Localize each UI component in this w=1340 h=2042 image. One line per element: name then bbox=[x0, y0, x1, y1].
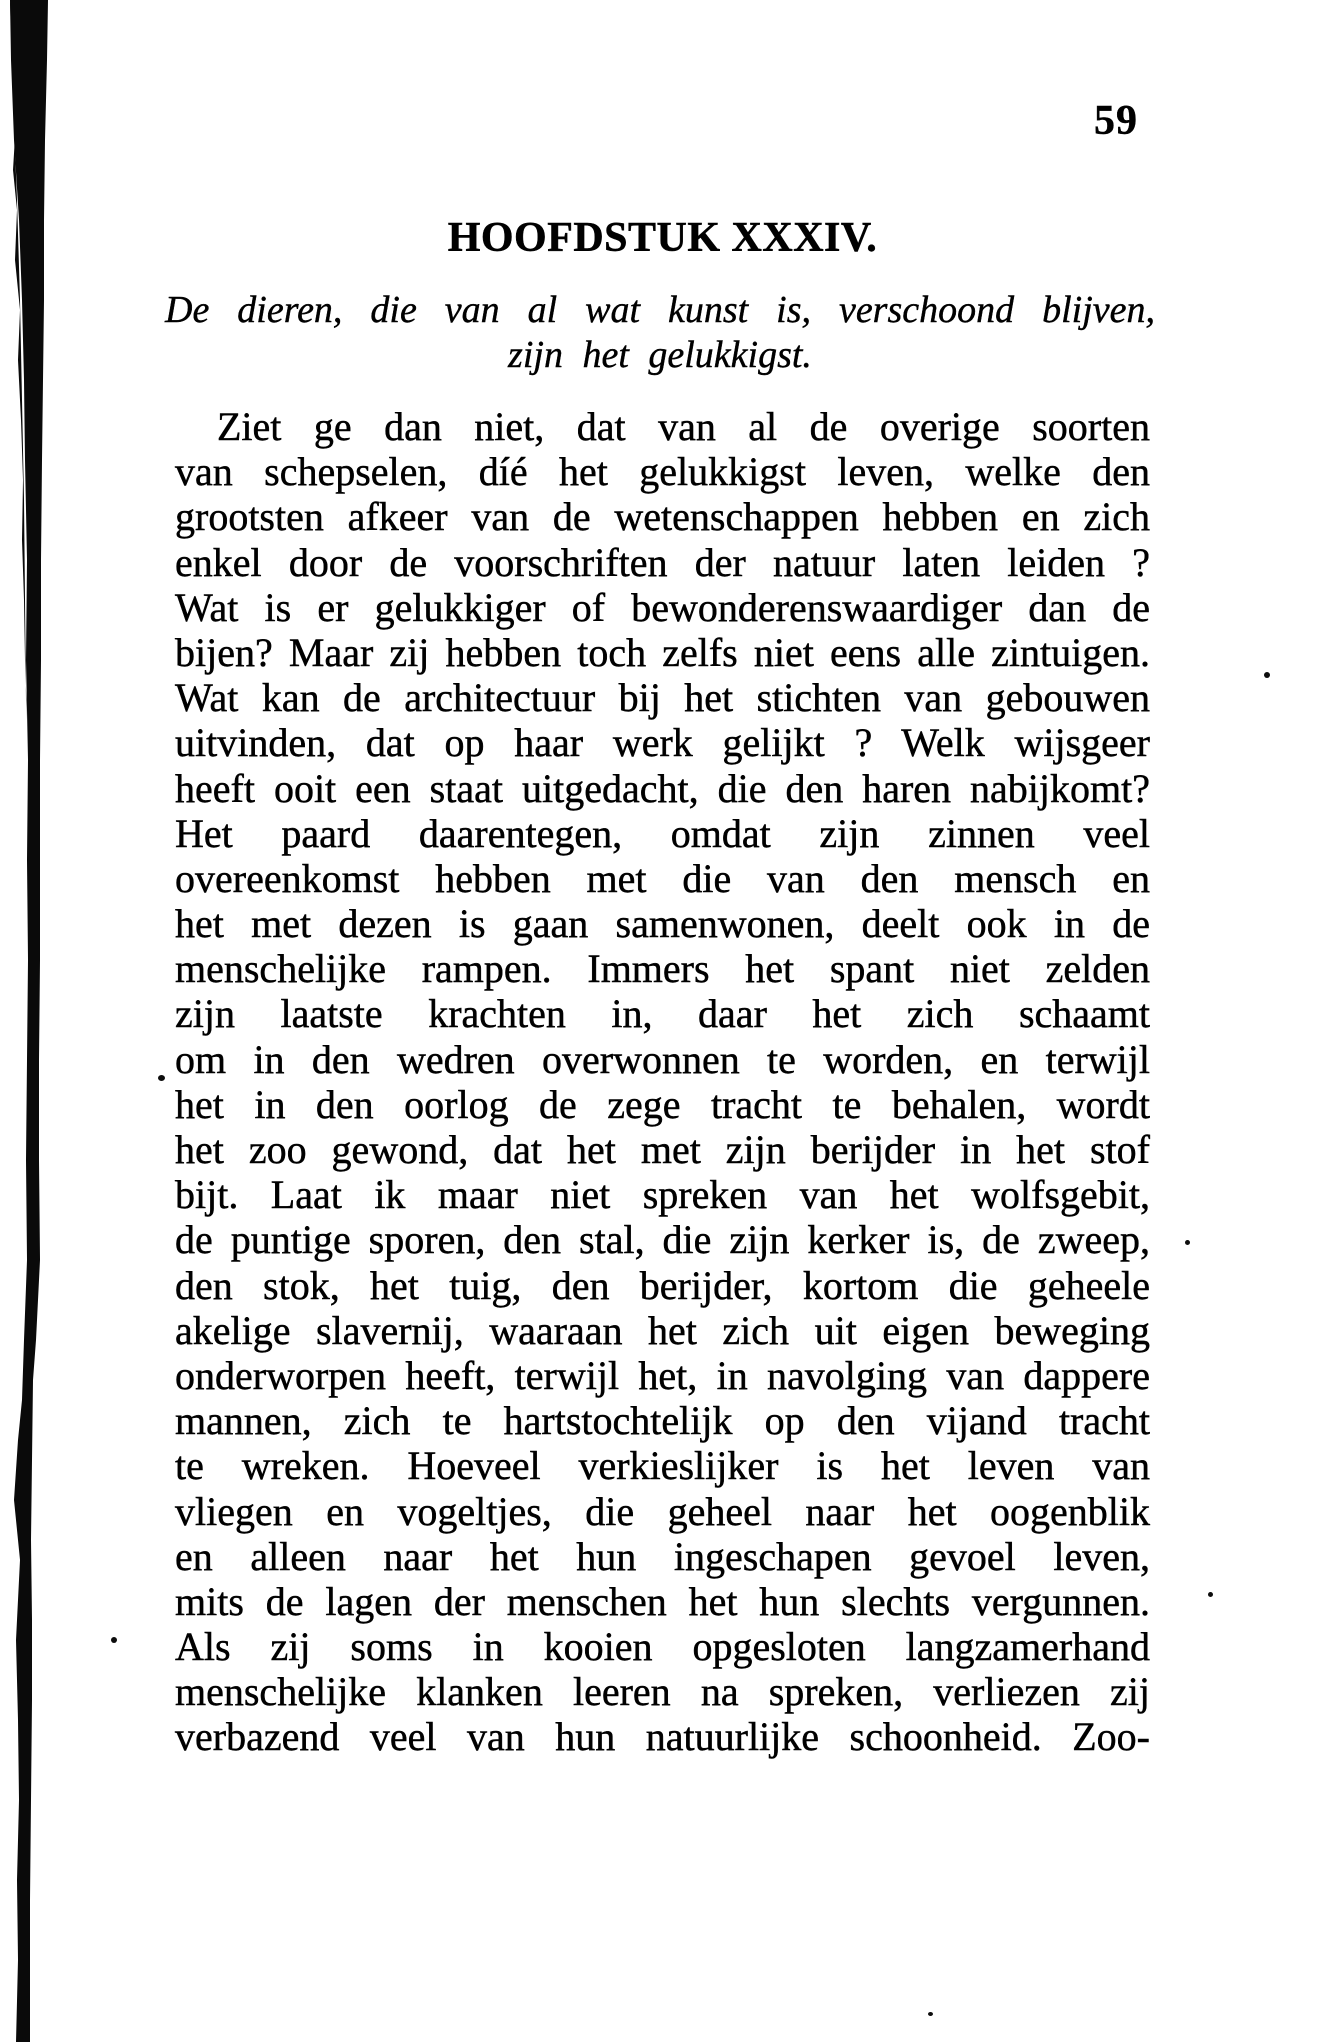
text-line: de puntige sporen, den stal, die zijn kerker is, de zweep, bbox=[175, 1217, 1150, 1263]
body-text bbox=[175, 404, 1150, 1760]
scan-speck bbox=[1208, 1592, 1213, 1597]
text-line: het zoo gewond, dat het met zijn berijder in het stof bbox=[175, 1127, 1150, 1172]
text-line: te wreken. Hoeveel verkieslijker is het leven van bbox=[175, 1443, 1150, 1489]
text-line: Wat kan de architectuur bij het stichten van gebouwen bbox=[175, 675, 1150, 721]
scan-gutter-shadow bbox=[0, 0, 60, 2042]
page-number: 59 bbox=[1094, 98, 1138, 144]
text-line: bijen? Maar zij hebben toch zelfs niet eens alle zintuigen. bbox=[175, 629, 1150, 675]
scan-speck bbox=[1264, 672, 1270, 678]
text-line: akelige slavernij, waaraan het zich uit eigen beweging bbox=[175, 1307, 1150, 1353]
text-line: bijt. Laat ik maar niet spreken van het wolfsgebit, bbox=[175, 1172, 1150, 1218]
text-line: verbazend veel van hun natuurlijke schoonheid. Zoo- bbox=[175, 1714, 1150, 1760]
text-line: menschelijke klanken leeren na spreken, verliezen zij bbox=[175, 1669, 1150, 1715]
text-line: vliegen en vogeltjes, die geheel naar het oogenblik bbox=[175, 1488, 1150, 1534]
scan-speck bbox=[111, 1637, 117, 1643]
text-line: heeft ooit een staat uitgedacht, die den haren nabijkomt? bbox=[175, 765, 1150, 811]
text-line: het met dezen is gaan samenwonen, deelt ook in de bbox=[175, 901, 1150, 947]
subtitle-line-1: De dieren, die van al wat kunst is, verschoond blijven, bbox=[165, 289, 1155, 331]
text-line: overeenkomst hebben met die van den mensch en bbox=[175, 855, 1150, 901]
text-line: Wat is er gelukkiger of bewonderenswaardiger dan de bbox=[175, 584, 1150, 630]
text-line: van schepselen, díé het gelukkigst leven, welke den bbox=[175, 449, 1150, 495]
text-line: enkel door de voorschriften der natuur laten leiden ? bbox=[175, 539, 1150, 585]
text-line: menschelijke rampen. Immers het spant niet zelden bbox=[175, 946, 1150, 992]
text-line: en alleen naar het hun ingeschapen gevoel leven, bbox=[175, 1533, 1150, 1579]
scan-speck bbox=[928, 2012, 933, 2016]
text-line: Als zij soms in kooien opgesloten langzamerhand bbox=[175, 1624, 1150, 1670]
text-line: het in den oorlog de zege tracht te behalen, wordt bbox=[175, 1081, 1150, 1127]
text-line: uitvinden, dat op haar werk gelijkt ? Welk wijsgeer bbox=[175, 720, 1150, 766]
subtitle-line-2: zijn het gelukkigst. bbox=[508, 334, 812, 376]
text-line: om in den wedren overwonnen te worden, en terwijl bbox=[175, 1036, 1150, 1082]
text-line: mits de lagen der menschen het hun slechts vergunnen. bbox=[175, 1578, 1150, 1624]
text-line: mannen, zich te hartstochtelijk op den vijand tracht bbox=[175, 1398, 1150, 1444]
text-line: Het paard daarentegen, omdat zijn zinnen veel bbox=[175, 810, 1150, 856]
scan-speck bbox=[158, 1075, 165, 1081]
text-line: Ziet ge dan niet, dat van al de overige soorten bbox=[217, 404, 1150, 449]
text-line: onderworpen heeft, terwijl het, in navolging van dappere bbox=[175, 1352, 1150, 1398]
scan-speck bbox=[1185, 1240, 1190, 1245]
chapter-heading: HOOFDSTUK XXXIV. bbox=[447, 215, 878, 261]
text-line: den stok, het tuig, den berijder, kortom die geheele bbox=[175, 1262, 1150, 1308]
text-line: zijn laatste krachten in, daar het zich schaamt bbox=[175, 991, 1150, 1037]
chapter-subtitle bbox=[165, 288, 1155, 378]
text-line: grootsten afkeer van de wetenschappen hebben en zich bbox=[175, 494, 1150, 540]
